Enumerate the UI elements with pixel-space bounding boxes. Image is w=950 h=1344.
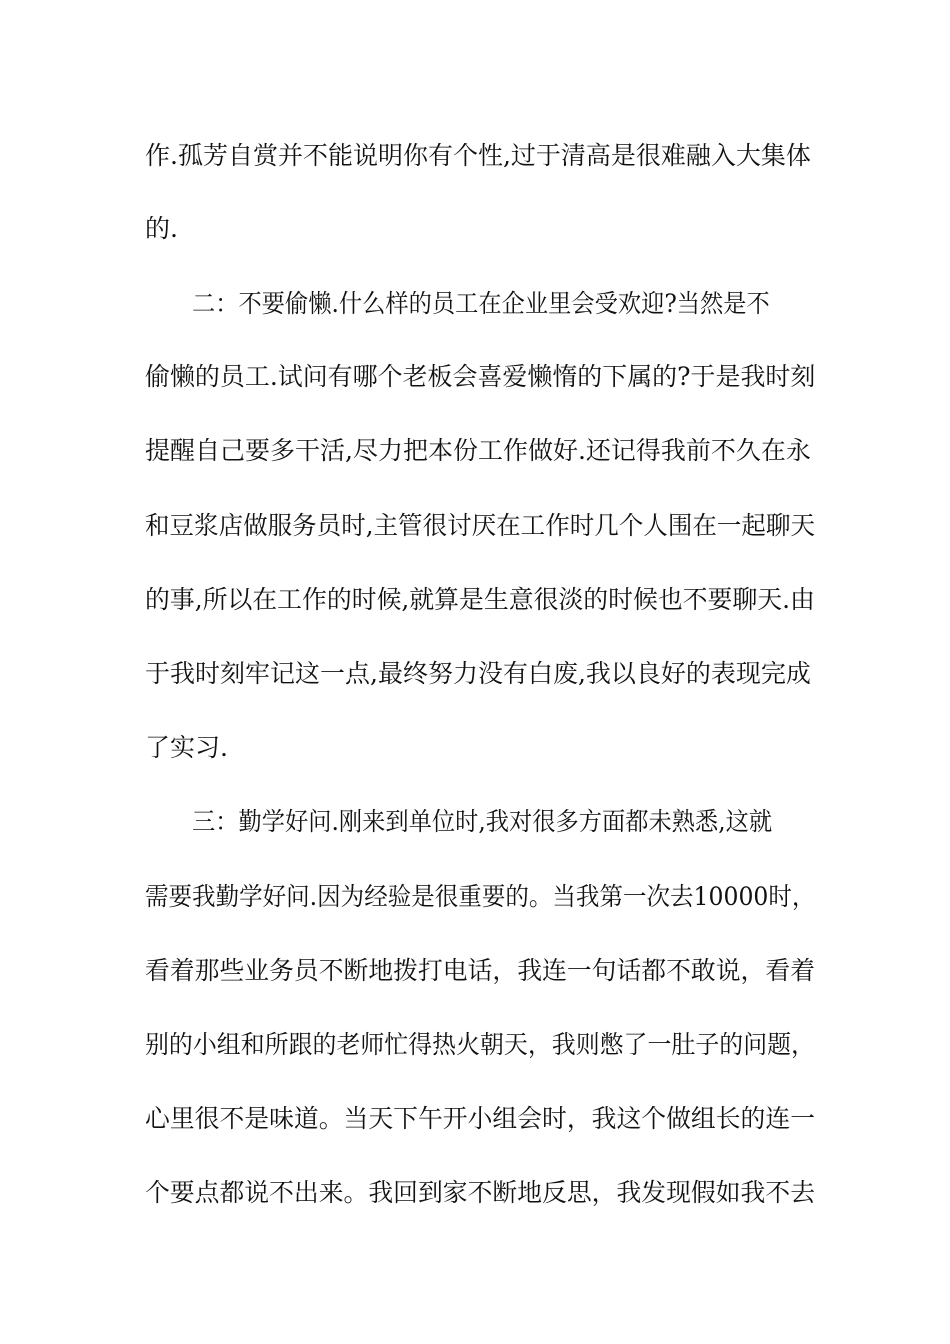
text-line: 偷懒的员工.试问有哪个老板会喜爱懒惰的下属的?于是我时刻: [145, 362, 816, 391]
text-line: 的事,所以在工作的时候,就算是生意很淡的时候也不要聊天.由: [145, 585, 815, 614]
text-line: 别的小组和所跟的老师忙得热火朝天，我则憋了一肚子的问题，: [145, 1030, 815, 1059]
text-line: 作.孤芳自赏并不能说明你有个性,过于清高是很难融入大集体: [145, 141, 811, 170]
text-line: 于我时刻牢记这一点,最终努力没有白废,我以良好的表现完成: [145, 659, 811, 688]
text-line: 个要点都说不出来。我回到家不断地反思，我发现假如我不去: [145, 1178, 816, 1207]
text-line: 提醒自己要多干活,尽力把本份工作做好.还记得我前不久在永: [145, 436, 811, 465]
paragraph-first-line: 二：不要偷懒.什么样的员工在企业里会受欢迎?当然是不: [192, 289, 770, 318]
text-line: 和豆浆店做服务员时,主管很讨厌在工作时几个人围在一起聊天: [145, 511, 815, 540]
text-line: 心里很不是味道。当天下午开小组会时，我这个做组长的连一: [145, 1104, 816, 1133]
text-line: 看着那些业务员不断地拨打电话，我连一句话都不敢说，看着: [145, 956, 816, 985]
paragraph-first-line: 三：勤学好问.刚来到单位时,我对很多方面都未熟悉,这就: [192, 807, 773, 836]
text-line: 需要我勤学好问.因为经验是很重要的。当我第一次去10000时，: [145, 882, 816, 911]
text-line: 的.: [145, 214, 178, 243]
text-line: 了实习.: [145, 733, 228, 762]
